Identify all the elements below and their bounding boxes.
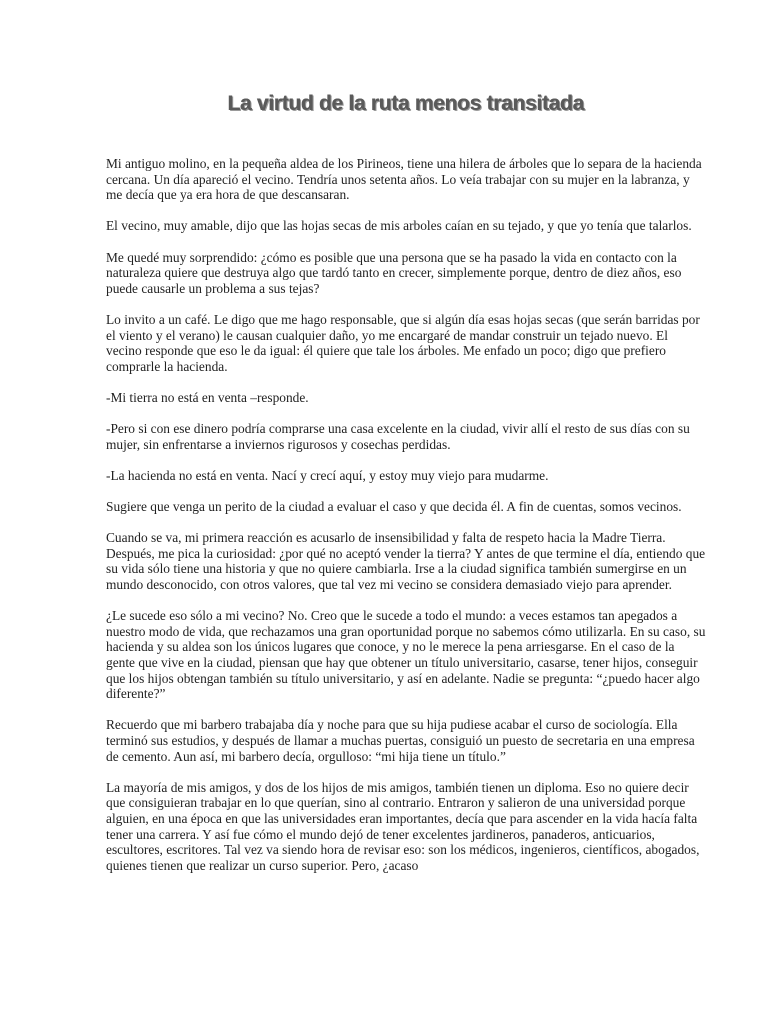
paragraph: El vecino, muy amable, dijo que las hojas secas de mis arboles caían en su tejado, y que yo tenía que talarlos. xyxy=(106,218,692,234)
paragraph: La mayoría de mis amigos, y dos de los hijos de mis amigos, también tienen un diploma. Eso no quiere decir que consiguieran trabajar en lo que querían, sino al contrario. Entraron y salieron de una universidad porque alguien, en una época en que las universidades eran importantes, decía que para ascender en la vida hacía falta tener una carrera. Y así fue cómo el mundo dejó de tener excelentes jardineros, panaderos, anticuarios, escultores, escritores. Tal vez va siendo hora de revisar eso: son los médicos, ingenieros, científicos, abogados, quienes tienen que realizar un curso superior. Pero, ¿acaso xyxy=(106,779,700,873)
paragraph: Lo invito a un café. Le digo que me hago responsable, que si algún día esas hojas secas (que serán barridas por el viento y el verano) le causan cualquier daño, yo me encargaré de mandar construir un tejado nuevo. El vecino responde que eso le da igual: él quiere que tale los árboles. Me enfado un poco; digo que prefiero comprarle la hacienda. xyxy=(106,311,700,374)
paragraph: Sugiere que venga un perito de la ciudad a evaluar el caso y que decida él. A fin de cuentas, somos vecinos. xyxy=(106,499,682,515)
paragraph: Mi antiguo molino, en la pequeña aldea de los Pirineos, tiene una hilera de árboles que lo separa de la hacienda cercana. Un día apareció el vecino. Tendría unos setenta años. Lo veía trabajar con su mujer en la labranza, y me decía que ya era hora de que descansaran. xyxy=(106,156,702,203)
paragraph: Recuerdo que mi barbero trabajaba día y noche para que su hija pudiese acabar el curso de sociología. Ella terminó sus estudios, y después de llamar a muchas puertas, consiguió un puesto de secretaria en una empresa de cemento. Aun así, mi barbero decía, orgulloso: “mi hija tiene un título.” xyxy=(106,717,695,764)
document-title: La virtud de la ruta menos transitada xyxy=(227,92,585,115)
document-body xyxy=(106,156,706,873)
paragraph: ¿Le sucede eso sólo a mi vecino? No. Creo que le sucede a todo el mundo: a veces estamos tan apegados a nuestro modo de vida, que rechazamos una gran oportunidad porque no sabemos cómo utilizarla. En su caso, su hacienda y su aldea son los únicos lugares que conoce, y no le merece la pena arriesgarse. En el caso de la gente que vive en la ciudad, piensan que hay que obtener un título universitario, casarse, tener hijos, conseguir que los hijos obtengan también su título universitario, y así en adelante. Nadie se pregunta: “¿puedo hacer algo diferente?” xyxy=(106,608,706,702)
paragraph: Cuando se va, mi primera reacción es acusarlo de insensibilidad y falta de respeto hacia la Madre Tierra. Después, me pica la curiosidad: ¿por qué no aceptó vender la tierra? Y antes de que termine el día, entiendo que su vida sólo tiene una historia y que no quiere cambiarla. Irse a la ciudad significa también sumergirse en un mundo desconocido, con otros valores, que tal vez mi vecino se considera demasiado viejo para aprender. xyxy=(106,530,706,593)
paragraph: Me quedé muy sorprendido: ¿cómo es posible que una persona que se ha pasado la vida en contacto con la naturaleza quiere que destruya algo que tardó tanto en crecer, simplemente porque, dentro de diez años, eso puede causarle un problema a sus tejas? xyxy=(106,249,682,296)
paragraph: -Pero si con ese dinero podría comprarse una casa excelente en la ciudad, vivir allí el resto de sus días con su mujer, sin enfrentarse a inviernos rigurosos y cosechas perdidas. xyxy=(106,421,690,452)
paragraph: -La hacienda no está en venta. Nací y crecí aquí, y estoy muy viejo para mudarme. xyxy=(106,467,549,483)
paragraph: -Mi tierra no está en venta –responde. xyxy=(106,389,309,405)
